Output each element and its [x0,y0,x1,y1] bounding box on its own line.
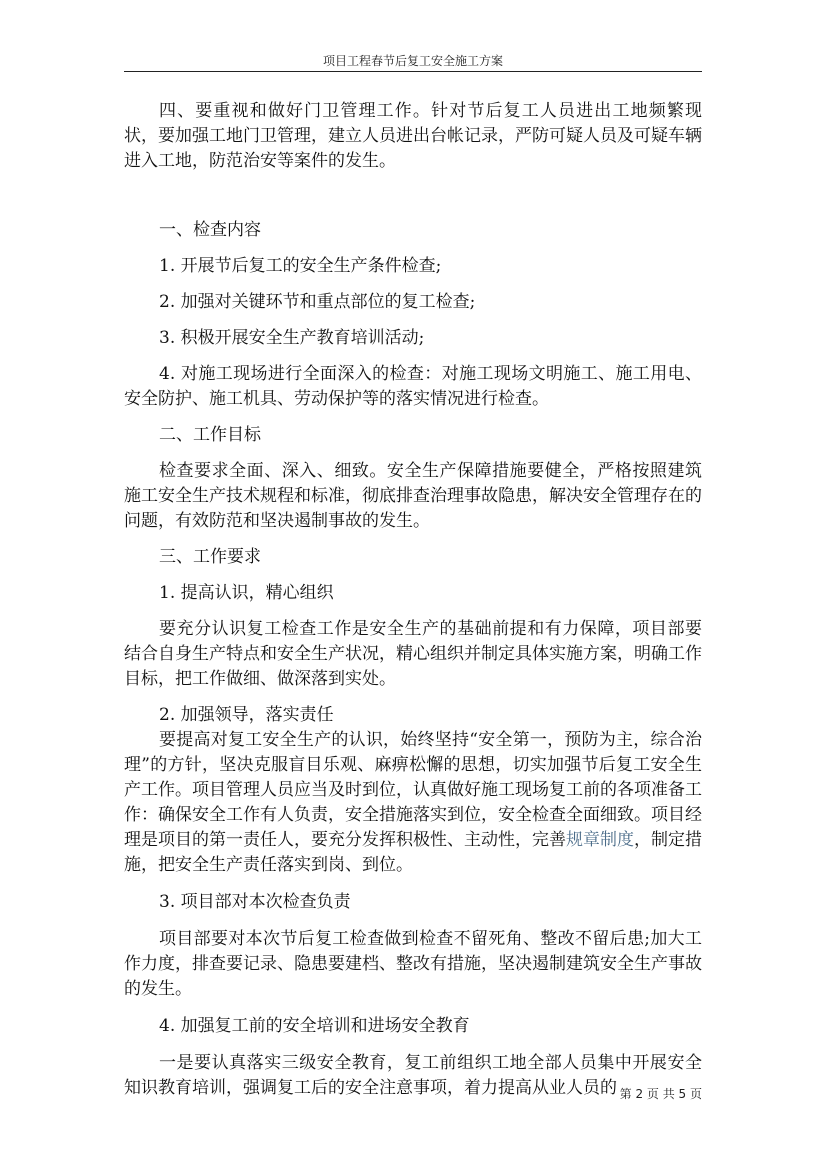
subheading-project-responsibility: 3. 项目部对本次检查负责 [159,892,351,912]
document-body [124,99,702,1101]
subheading-awareness: 1. 提高认识，精心组织 [159,583,334,603]
paragraph-leadership [124,728,702,878]
list-item-1: 1. 开展节后复工的安全生产条件检查; [159,256,442,276]
paragraph-project-responsibility: 项目部要对本次节后复工检查做到检查不留死角、整改不留后患;加大工作力度，排查要记录、隐患要建档、整改有措施，坚决遏制建筑安全生产事故的发生。 [124,929,702,999]
paragraph-gatekeeper: 四、要重视和做好门卫管理工作。针对节后复工人员进出工地频繁现状，要加强工地门卫管理，建立人员进出台帐记录，严防可疑人员及可疑车辆进入工地，防范治安等案件的发生。 [124,101,702,171]
paragraph-awareness: 要充分认识复工检查工作是安全生产的基础前提和有力保障，项目部要结合自身生产特点和安全生产状况，精心组织并制定具体实施方案，明确工作目标，把工作做细、做深落到实处。 [124,619,702,689]
rules-link[interactable]: 规章制度 [566,830,634,850]
list-item-3: 3. 积极开展安全生产教育培训活动; [159,328,425,348]
heading-work-requirements: 三、工作要求 [159,547,261,567]
subheading-leadership: 2. 加强领导，落实责任 [159,705,334,725]
paragraph-leadership-text-b: ，制定措施，把安全生产责任落实到岗、到位。 [124,830,702,875]
page-number: 第 2 页 共 5 页 [619,1087,702,1101]
subheading-training: 4. 加强复工前的安全培训和进场安全教育 [159,1016,470,1036]
header-divider [124,71,702,72]
paragraph-leadership-text-a: 要提高对复工安全生产的认识，始终坚持“安全第一，预防为主，综合治理”的方针，坚决克服盲目乐观、麻痹松懈的思想，切实加强节后复工安全生产工作。项目管理人员应当及时到位，认真做好施工现场复工前的各项准备工作：确保安全工作有人负责，安全措施落实到位，安全检查全面细致。项目经理是项目的第一责任人，要充分发挥积极性、主动性，完善 [124,730,702,850]
list-item-4: 4. 对施工现场进行全面深入的检查：对施工现场文明施工、施工用电、安全防护、施工机具、劳动保护等的落实情况进行检查。 [124,364,702,409]
heading-inspection-content: 一、检查内容 [159,220,261,240]
paragraph-work-goals: 检查要求全面、深入、细致。安全生产保障措施要健全，严格按照建筑施工安全生产技术规程和标准，彻底排查治理事故隐患，解决安全管理存在的问题，有效防范和坚决遏制事故的发生。 [124,461,702,531]
heading-work-goals: 二、工作目标 [159,425,261,445]
paragraph-training: 一是要认真落实三级安全教育，复工前组织工地全部人员集中开展安全知识教育培训，强调复工后的安全注意事项，着力提高从业人员的 [124,1053,702,1098]
page-header-title: 项目工程春节后复工安全施工方案 [322,54,503,68]
list-item-2: 2. 加强对关键环节和重点部位的复工检查; [159,292,476,312]
